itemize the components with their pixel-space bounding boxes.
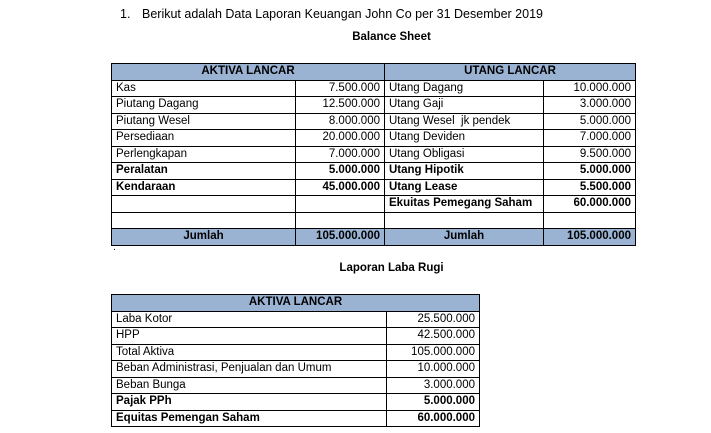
- item-value: 60.000.000: [387, 410, 480, 427]
- liability-label: Utang Deviden: [385, 130, 544, 147]
- item-value: 3.000.000: [387, 377, 480, 394]
- asset-label: [112, 196, 296, 213]
- asset-label: Piutang Dagang: [112, 97, 296, 114]
- asset-label: Persediaan: [112, 130, 296, 147]
- total-assets-label: Jumlah: [112, 229, 296, 246]
- table-row: [112, 328, 480, 345]
- asset-value: 45.000.000: [296, 179, 385, 196]
- asset-value: [296, 212, 385, 229]
- asset-value: 20.000.000: [296, 130, 385, 147]
- asset-value: 5.000.000: [296, 163, 385, 180]
- item-value: 5.000.000: [387, 394, 480, 411]
- table-row: [112, 146, 636, 163]
- liability-value: 5.000.000: [544, 113, 636, 130]
- liability-label: Utang Obligasi: [385, 146, 544, 163]
- item-label: Laba Kotor: [112, 311, 387, 328]
- item-label: Beban Bunga: [112, 377, 387, 394]
- heading-text: Berikut adalah Data Laporan Keuangan John Co per 31 Desember 2019: [142, 7, 543, 21]
- table-row: [112, 344, 480, 361]
- liability-label: Utang Lease: [385, 179, 544, 196]
- table-row: [112, 196, 636, 213]
- liability-label: [385, 212, 544, 229]
- item-label: Pajak PPh: [112, 394, 387, 411]
- liability-label: Utang Gaji: [385, 97, 544, 114]
- table-row: [112, 410, 480, 427]
- asset-label: Kas: [112, 80, 296, 97]
- utang-lancar-header: UTANG LANCAR: [385, 64, 636, 81]
- balance-sheet-header-row: [112, 64, 636, 81]
- heading-number: 1.: [120, 7, 131, 21]
- liability-label: Utang Dagang: [385, 80, 544, 97]
- asset-value: 7.000.000: [296, 146, 385, 163]
- liability-label: Utang Hipotik: [385, 163, 544, 180]
- table-row: [112, 311, 480, 328]
- liability-value: 5.500.000: [544, 179, 636, 196]
- liability-label: Utang Wesel jk pendek: [385, 113, 544, 130]
- asset-value: 12.500.000: [296, 97, 385, 114]
- laba-rugi-table: [111, 294, 480, 427]
- document-heading: [120, 7, 543, 21]
- table-row: [112, 130, 636, 147]
- table-row: [112, 394, 480, 411]
- liability-value: 9.500.000: [544, 146, 636, 163]
- table-row: [112, 97, 636, 114]
- liability-value: 5.000.000: [544, 163, 636, 180]
- table-row: [112, 113, 636, 130]
- asset-label: Kendaraan: [112, 179, 296, 196]
- asset-value: 8.000.000: [296, 113, 385, 130]
- table-row: [112, 377, 480, 394]
- liability-value: 7.000.000: [544, 130, 636, 147]
- asset-label: [112, 212, 296, 229]
- liability-value: 10.000.000: [544, 80, 636, 97]
- laba-rugi-title: Laporan Laba Rugi: [339, 262, 444, 274]
- item-label: Beban Administrasi, Penjualan dan Umum: [112, 361, 387, 378]
- item-label: Total Aktiva: [112, 344, 387, 361]
- separator-dot: .: [113, 242, 116, 253]
- laba-rugi-header-row: [112, 295, 480, 312]
- table-row: [112, 163, 636, 180]
- item-label: Equitas Pemengan Saham: [112, 410, 387, 427]
- equity-value: 60.000.000: [544, 196, 636, 213]
- balance-sheet-total-row: [112, 229, 636, 246]
- laba-rugi-header: AKTIVA LANCAR: [112, 295, 480, 312]
- table-row: [112, 179, 636, 196]
- balance-sheet-title: Balance Sheet: [352, 31, 431, 43]
- total-liabilities-label: Jumlah: [385, 229, 544, 246]
- table-row: [112, 212, 636, 229]
- asset-label: Peralatan: [112, 163, 296, 180]
- total-liabilities-value: 105.000.000: [544, 229, 636, 246]
- asset-label: Piutang Wesel: [112, 113, 296, 130]
- item-label: HPP: [112, 328, 387, 345]
- table-row: [112, 361, 480, 378]
- item-value: 25.500.000: [387, 311, 480, 328]
- asset-label: Perlengkapan: [112, 146, 296, 163]
- total-assets-value: 105.000.000: [296, 229, 385, 246]
- item-value: 105.000.000: [387, 344, 480, 361]
- liability-value: [544, 212, 636, 229]
- item-value: 10.000.000: [387, 361, 480, 378]
- aktiva-lancar-header: AKTIVA LANCAR: [112, 64, 385, 81]
- balance-sheet-table: [111, 63, 636, 246]
- item-value: 42.500.000: [387, 328, 480, 345]
- asset-value: 7.500.000: [296, 80, 385, 97]
- asset-value: [296, 196, 385, 213]
- equity-label: Ekuitas Pemegang Saham: [385, 196, 544, 213]
- table-row: [112, 80, 636, 97]
- liability-value: 3.000.000: [544, 97, 636, 114]
